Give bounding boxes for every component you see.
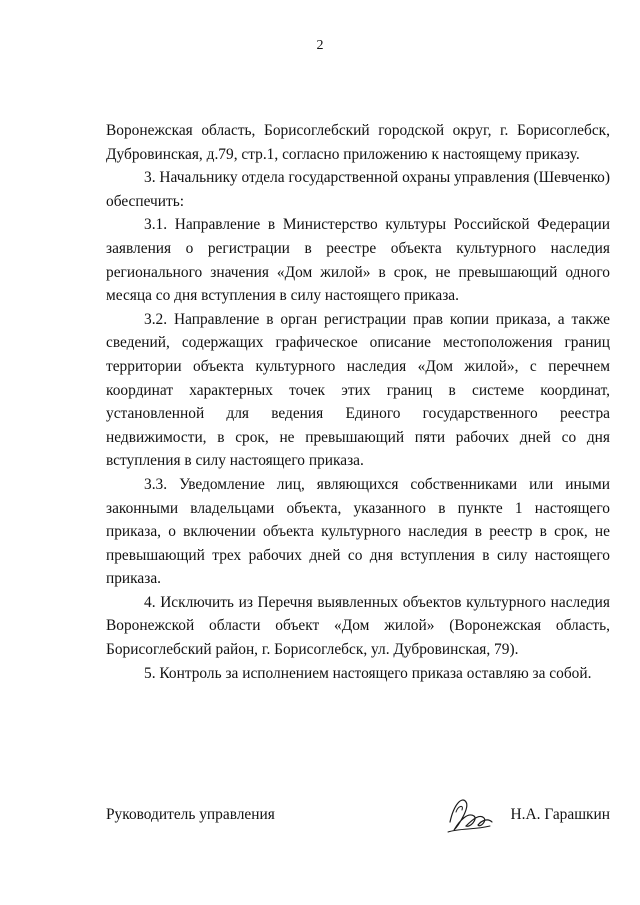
page-number: 2 (316, 38, 324, 53)
paragraph-continuation: Воронежская область, Борисоглебский городской округ, г. Борисоглебск, Дубровинская, д.79, стр.1, согласно приложению к настоящему приказу. (106, 122, 610, 163)
handwritten-signature-icon (444, 792, 496, 838)
paragraph-item-3: 3. Начальнику отдела государственной охраны управления (Шевченко) обеспечить: (106, 169, 610, 210)
signature-block (106, 806, 610, 846)
paragraph-item-5: 5. Контроль за исполнением настоящего приказа оставляю за собой. (144, 664, 592, 682)
paragraph-item-3-1: 3.1. Направление в Министерство культуры Российской Федерации заявления о регистрации в реестре объекта культурного наследия регионального значения «Дом жилой» в срок, не превышающий одного месяца со дня вступления в силу настоящего приказа. (106, 216, 610, 305)
paragraph-item-4: 4. Исключить из Перечня выявленных объектов культурного наследия Воронежской области объект «Дом жилой» (Воронежская область, Борисоглебский район, г. Борисоглебск, ул. Дубровинская, 79). (106, 593, 610, 659)
paragraph-item-3-2: 3.2. Направление в орган регистрации прав копии приказа, а также сведений, содержащих графическое описание местоположения границ территории объекта культурного наследия «Дом жилой», с перечнем координат характерных точек этих границ в системе координат, установленной для ведения Единого государственного реестра недвижимости, в срок, не превышающий пяти рабочих дней со дня вступления в силу настоящего приказа. (106, 310, 610, 470)
paragraph-item-3-3: 3.3. Уведомление лиц, являющихся собственниками или иными законными владельцами объекта, указанного в пункте 1 настоящего приказа, о включении объекта культурного наследия в реестр в срок, не превышающий трех рабочих дней со дня вступления в силу настоящего приказа. (106, 475, 610, 588)
signatory-name: Н.А. Гарашкин (510, 806, 610, 823)
signatory-title: Руководитель управления (106, 806, 275, 823)
document-body (106, 119, 610, 685)
